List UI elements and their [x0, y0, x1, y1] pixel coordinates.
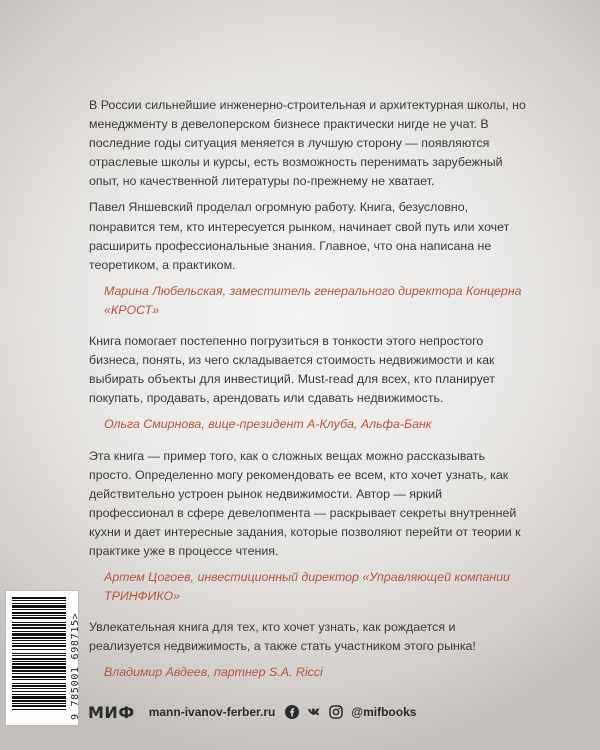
publisher-website[interactable]: mann-ivanov-ferber.ru	[148, 705, 276, 719]
review-paragraph: Увлекательная книга для тех, кто хочет узнать, как рождается и реализуется недвижимость, а также стать участником этого рынка!	[89, 620, 476, 654]
barcode-bar	[12, 703, 66, 704]
barcode-bar	[12, 658, 66, 660]
facebook-icon[interactable]	[285, 705, 299, 719]
instagram-icon[interactable]	[329, 705, 343, 719]
back-cover-text	[89, 96, 529, 695]
barcode-bar	[12, 666, 66, 669]
barcode-bar	[12, 637, 66, 639]
barcode-bar	[12, 627, 66, 629]
barcode-bar	[12, 624, 66, 626]
barcode-bar	[12, 694, 66, 695]
barcode-bar	[12, 661, 66, 662]
publisher-logo: МИФ	[88, 702, 135, 722]
barcode-bar	[12, 688, 66, 689]
barcode-bar	[12, 617, 66, 619]
barcode-bar	[12, 615, 66, 616]
barcode-bar	[12, 612, 66, 614]
barcode-bar	[12, 645, 66, 647]
barcode-bar	[12, 670, 66, 672]
review-paragraph: Книга помогает постепенно погрузиться в тонкости этого непростого бизнеса, понять, из чего складывается стоимость недвижимости и как выбирать объекты для инвестиций. Must-read для всех, кто планирует покупать, продавать, арендовать или сдавать недвижимость.	[89, 334, 495, 406]
vk-icon[interactable]	[307, 705, 321, 719]
publisher-footer	[88, 702, 416, 722]
barcode-bar	[12, 655, 66, 656]
barcode-bars	[6, 591, 78, 725]
barcode-bar	[12, 600, 66, 601]
barcode-bar	[12, 633, 66, 636]
review-attribution: Артем Цогоев, инвестиционный директор «Управляющей компании ТРИНФИКО»	[104, 570, 510, 604]
barcode-bar	[12, 597, 66, 599]
isbn-number: 9 785001 698715>	[70, 612, 81, 720]
barcode-bar	[12, 640, 66, 641]
barcode-bar	[12, 676, 66, 678]
barcode-bar	[12, 709, 66, 710]
barcode-bar	[12, 605, 66, 608]
isbn-barcode	[5, 590, 79, 726]
barcode-bar	[12, 603, 66, 604]
review-attribution: Владимир Авдеев, партнер S.A. Ricci	[104, 665, 323, 680]
barcode-bar	[12, 691, 66, 692]
barcode-bar	[12, 649, 66, 650]
barcode-bar	[12, 643, 66, 644]
barcode-bar	[12, 683, 66, 684]
barcode-bar	[12, 673, 66, 674]
barcode-bar	[12, 700, 66, 702]
barcode-bar	[12, 631, 66, 632]
review-attribution: Ольга Смирнова, вице-президент А-Клуба, Альфа-Банк	[104, 417, 432, 432]
review-paragraph: Павел Яншевский проделал огромную работу. Книга, безусловно, понравится тем, кто интересуется рынком, начинает свой путь или хочет расширить профессиональные знания. Главное, что она написана не теоретиком, а практиком.	[89, 200, 510, 272]
barcode-bar	[12, 705, 66, 707]
barcode-bar	[12, 685, 66, 687]
review-paragraph: Эта книга — пример того, как о сложных вещах можно рассказывать просто. Определенно могу рекомендовать ее всем, кто хочет узнать, как действительно устроен рынок недвижимости. Автор — яркий профессионал в сфере девелопмента — раскрывает секреты внутренней кухни и дает интересные задания, которые позволяют перейти от теории к практике уже в процессе чтения.	[89, 448, 521, 558]
barcode-bar	[12, 663, 66, 665]
barcode-bar	[12, 609, 66, 610]
review-attribution: Марина Любельская, заместитель генерального директора Концерна «КРОСТ»	[104, 283, 522, 317]
publisher-handle[interactable]: @mifbooks	[351, 705, 417, 719]
barcode-bar	[12, 653, 66, 654]
barcode-bar	[12, 622, 66, 623]
review-paragraph: В России сильнейшие инженерно-строительная и архитектурная школы, но менеджменту в девелоперском бизнесе практически нигде не учат. В последние годы ситуация меняется в лучшую сторону — появляются отраслевые школы и курсы, есть возможность перенимать зарубежный опыт, но качественной литературы по-прежнему не хватает.	[89, 98, 526, 189]
barcode-bar	[12, 696, 66, 699]
barcode-bar	[12, 679, 66, 680]
